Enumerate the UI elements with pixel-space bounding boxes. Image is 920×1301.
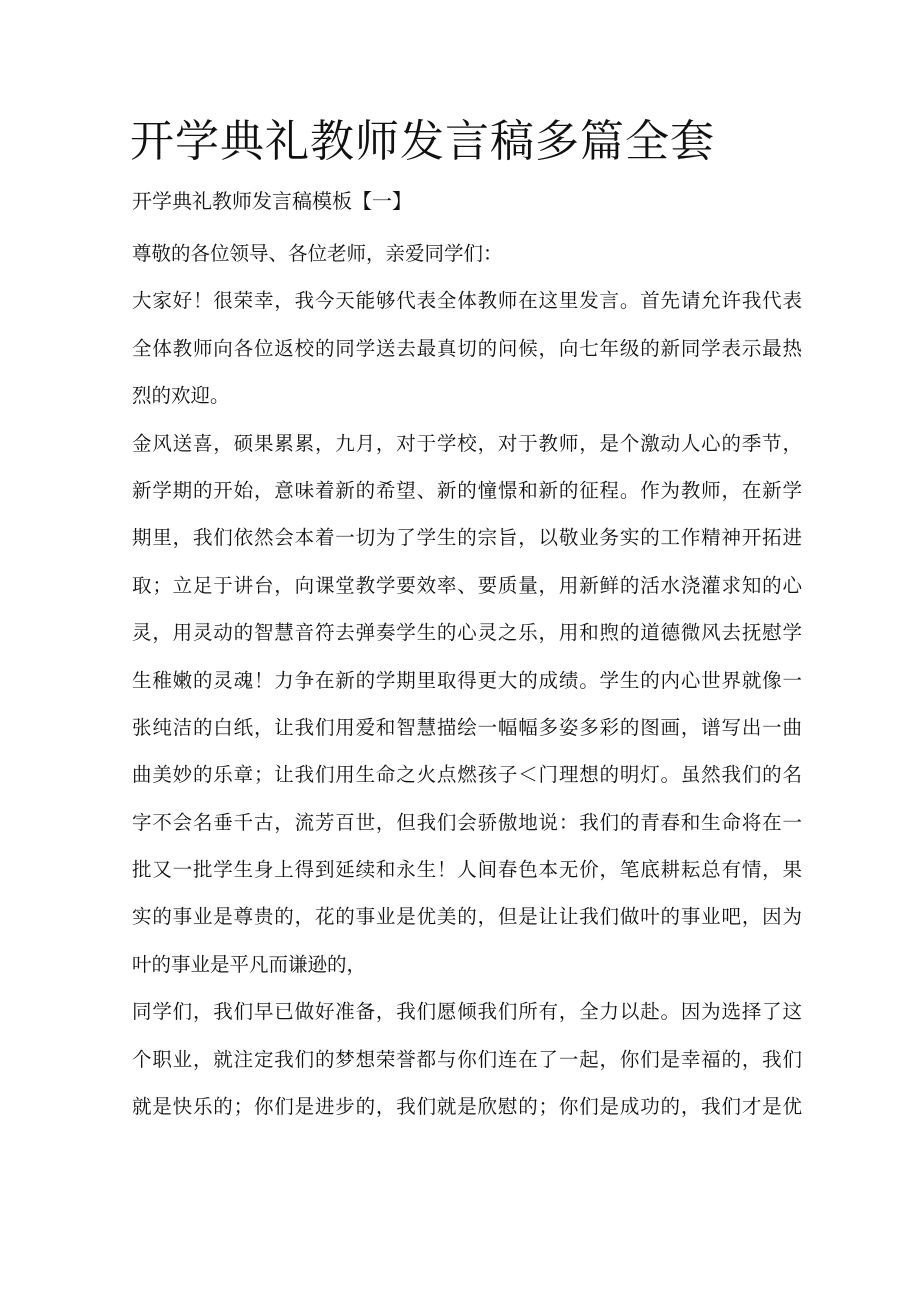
text-line: 就是快乐的；你们是进步的，我们就是欣慰的；你们是成功的，我们才是优 <box>132 1095 802 1119</box>
text-line: 大家好！很荣幸，我今天能够代表全体教师在这里发言。首先请允许我代表 <box>132 289 802 313</box>
text-line: 个职业，就注定我们的梦想荣誉都与你们连在了一起，你们是幸福的，我们 <box>132 1047 802 1071</box>
section-heading: 开学典礼教师发言稿模板【一】 <box>132 189 412 213</box>
text-line: 全体教师向各位返校的同学送去最真切的问候，向七年级的新同学表示最热 <box>132 336 802 360</box>
text-line: 批又一批学生身上得到延续和永生！人间春色本无价，笔底耕耘总有情，果 <box>132 858 802 882</box>
text-line: 同学们，我们早已做好准备，我们愿倾我们所有，全力以赴。因为选择了这 <box>132 1000 802 1024</box>
text-line: 新学期的开始，意味着新的希望、新的憧憬和新的征程。作为教师，在新学 <box>132 478 802 502</box>
text-line: 取；立足于讲台，向课堂教学要效率、要质量，用新鲜的活水浇灌求知的心 <box>132 573 802 597</box>
text-line: 实的事业是尊贵的，花的事业是优美的，但是让让我们做叶的事业吧，因为 <box>132 905 802 929</box>
text-line-salutation: 尊敬的各位领导、各位老师，亲爱同学们： <box>132 242 503 265</box>
text-line: 字不会名垂千古，流芳百世，但我们会骄傲地说：我们的青春和生命将在一 <box>132 810 802 834</box>
document-body <box>132 230 802 1130</box>
text-line: 张纯洁的白纸，让我们用爱和智慧描绘一幅幅多姿多彩的图画，谱写出一曲 <box>132 715 802 739</box>
text-line: 烈的欢迎。 <box>132 384 230 408</box>
document-title: 开学典礼教师发言稿多篇全套 <box>130 116 715 167</box>
text-line: 生稚嫩的灵魂！力争在新的学期里取得更大的成绩。学生的内心世界就像一 <box>132 668 802 692</box>
text-line: 叶的事业是平凡而谦逊的， <box>132 952 367 976</box>
text-line: 金风送喜，硕果累累，九月，对于学校，对于教师，是个激动人心的季节， <box>132 431 802 455</box>
text-line: 曲美妙的乐章；让我们用生命之火点燃孩子＜门理想的明灯。虽然我们的名 <box>132 763 802 787</box>
text-line: 灵，用灵动的智慧音符去弹奏学生的心灵之乐，用和煦的道德微风去抚慰学 <box>132 621 802 645</box>
text-line: 期里，我们依然会本着一切为了学生的宗旨，以敬业务实的工作精神开拓进 <box>132 526 802 550</box>
